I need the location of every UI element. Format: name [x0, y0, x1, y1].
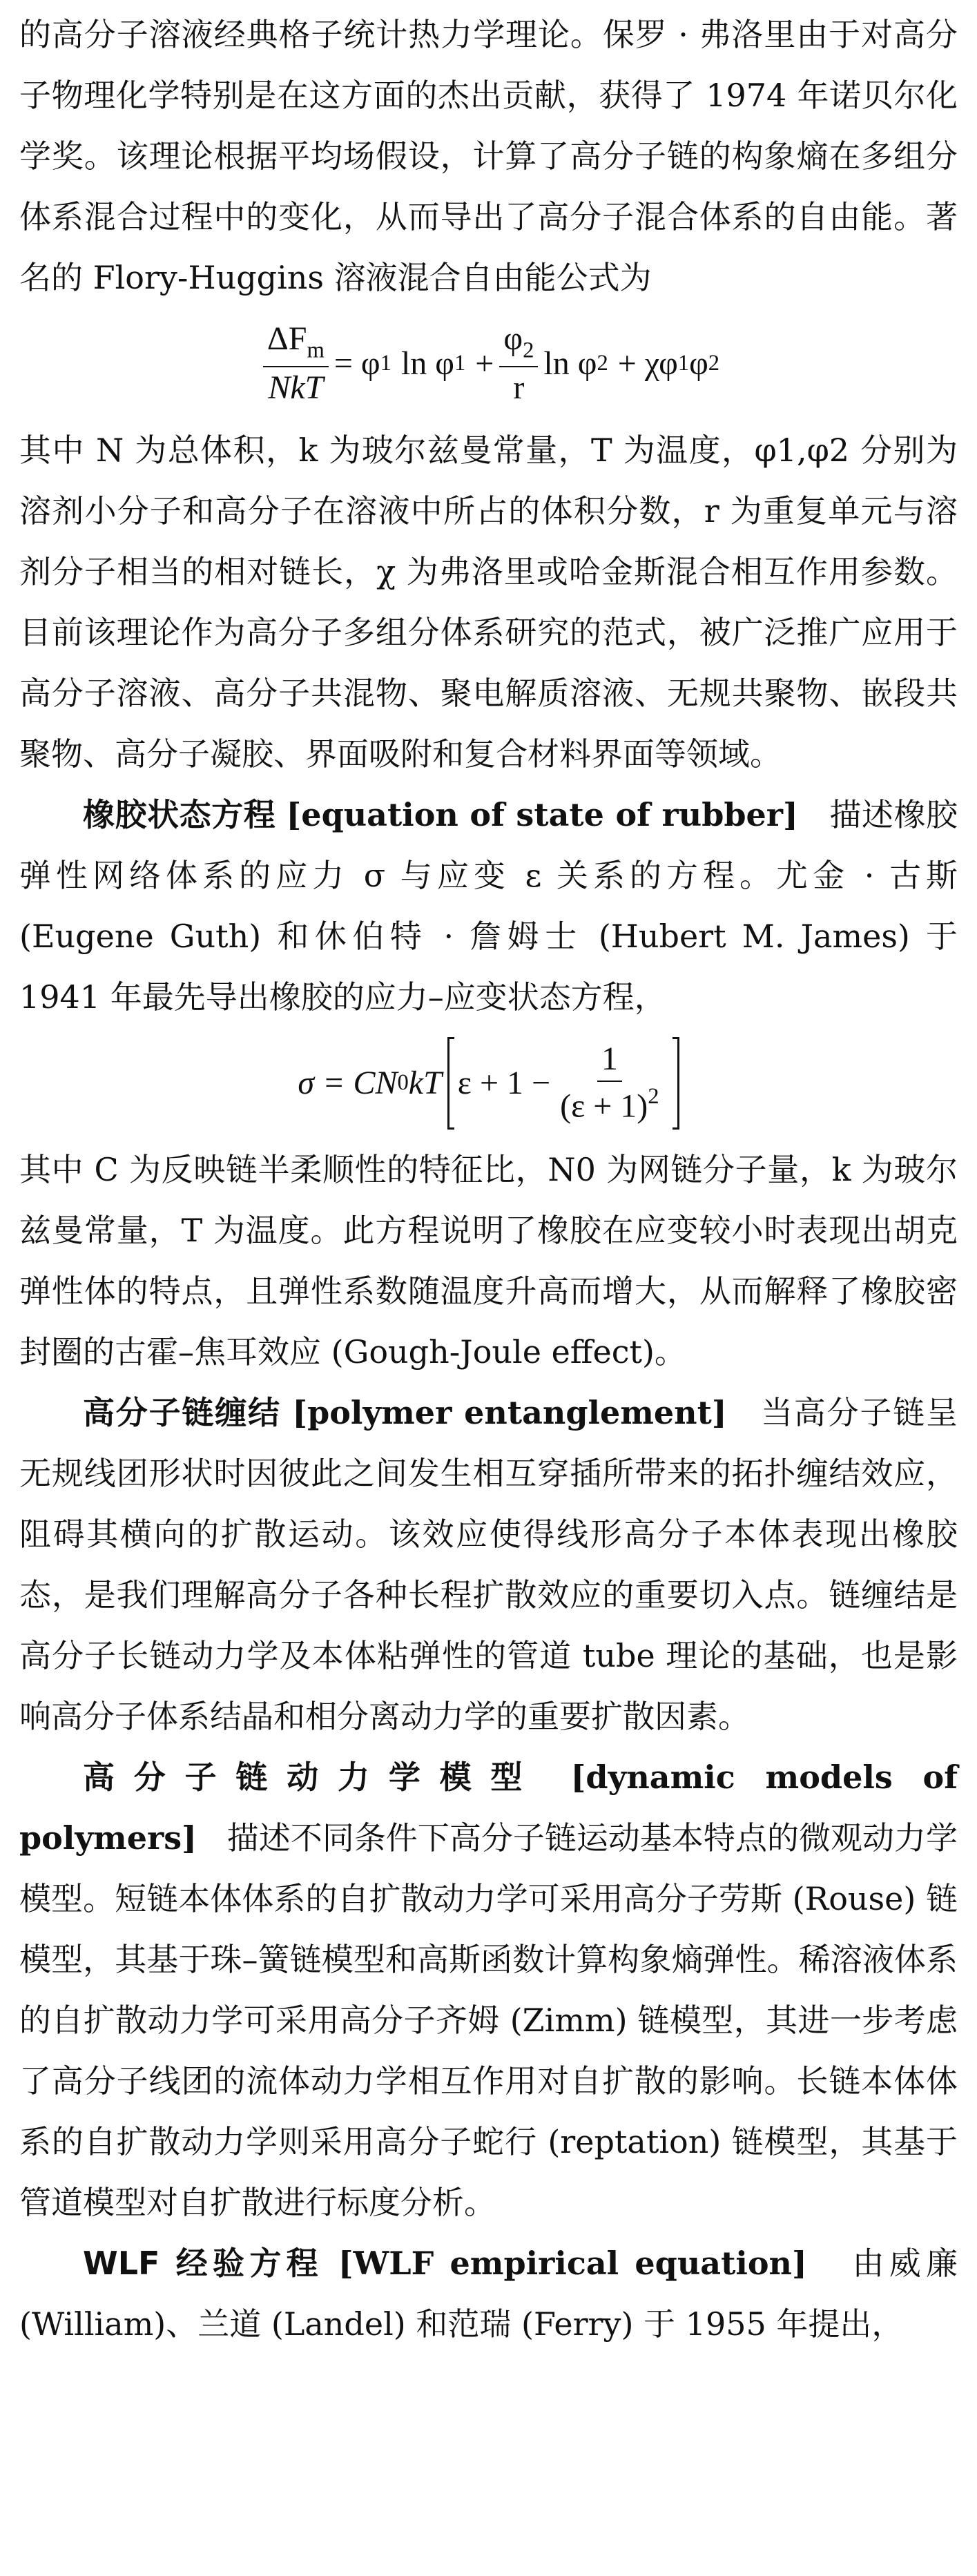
- entry-polymer-entanglement: [19, 1382, 958, 1747]
- equation-rubber-state: σ = CN 0 kT ε + 1 − $\frac{1}{(\varepsilon + 1)^2}$: [19, 1027, 958, 1139]
- eq1-den: NkT: [268, 369, 324, 407]
- paragraph-rubber-state-explanation: 其中 C 为反映链半柔顺性的特征比，N0 为网链分子量，k 为玻尔兹曼常量，T 为温度。此方程说明了橡胶在应变较小时表现出胡克弹性体的特点，且弹性系数随温度升高而增大，从而解释了橡胶密封圈的古霍–焦耳效应 (Gough-Joule effect)。: [19, 1151, 958, 1371]
- entry-term: 橡胶状态方程: [83, 796, 276, 833]
- entry-wlf-equation: [19, 2233, 958, 2354]
- paragraph-flory-huggins-intro: 的高分子溶液经典格子统计热力学理论。保罗 · 弗洛里由于对高分子物理化学特别是在这方面的杰出贡献，获得了 1974 年诺贝尔化学奖。该理论根据平均场假设，计算了高分子链的构象熵在多组分体系混合过程中的变化，从而导出了高分子混合体系的自由能。著名的 Flory-Huggins 溶液混合自由能公式为: [19, 16, 958, 296]
- eq1-num: ΔF: [267, 320, 307, 357]
- entry-term: 高分子链动力学模型: [83, 1759, 542, 1796]
- entry-text: 当高分子链呈无规线团形状时因彼此之间发生相互穿插所带来的拓扑缠结效应，阻碍其横向的扩散运动。该效应使得线形高分子本体表现出橡胶态，是我们理解高分子各种长程扩散效应的重要切入点。链缠结是高分子长链动力学及本体粘弹性的管道 tube 理论的基础，也是影响高分子体系结晶和相分离动力学的重要扩散因素。: [19, 1394, 958, 1735]
- entry-term-english: [dynamic models of polymers]: [19, 1759, 958, 1857]
- entry-rubber-state-equation: [19, 784, 958, 1027]
- paragraph-flory-huggins-explanation: 其中 N 为总体积，k 为玻尔兹曼常量，T 为温度，φ1,φ2 分别为溶剂小分子和高分子在溶液中所占的体积分数，r 为重复单元与溶剂分子相当的相对链长，χ 为弗洛里或哈金斯混合相互作用参数。目前该理论作为高分子多组分体系研究的范式，被广泛推广应用于高分子溶液、高分子共混物、聚电解质溶液、无规共聚物、嵌段共聚物、高分子凝胶、界面吸附和复合材料界面等领域。: [19, 432, 958, 773]
- entry-text: 描述不同条件下高分子链运动基本特点的微观动力学模型。短链本体体系的自扩散动力学可采用高分子劳斯 (Rouse) 链模型，其基于珠–簧链模型和高斯函数计算构象熵弹性。稀溶液体系的自扩散动力学可采用高分子齐姆 (Zimm) 链模型，其进一步考虑了高分子线团的流体动力学相互作用对自扩散的影响。长链本体体系的自扩散动力学则采用高分子蛇行 (reptation) 链模型，其基于管道模型对自扩散进行标度分析。: [19, 1819, 958, 2221]
- entry-text: 描述橡胶弹性网络体系的应力 σ 与应变 ε 关系的方程。尤金 · 古斯 (Eugene Guth) 和休伯特 · 詹姆士 (Hubert M. James) 于 1941 年最先导出橡胶的应力–应变状态方程，: [19, 796, 958, 1016]
- entry-dynamic-models: [19, 1747, 958, 2233]
- equation-flory-huggins: $\frac{\Delta F_m}{\text{NkT}}$ = φ 1 ln φ 1 + $\frac{\varphi_2}{r}$ ln φ 2 + χφ 1 φ 2: [19, 308, 958, 420]
- entry-term-english: [equation of state of rubber]: [286, 796, 798, 833]
- entry-term: WLF 经验方程: [83, 2245, 323, 2282]
- entry-term-english: [polymer entanglement]: [292, 1394, 727, 1431]
- entry-term-english: [WLF empirical equation]: [338, 2245, 807, 2282]
- entry-text: 由威廉 (William)、兰道 (Landel) 和范瑞 (Ferry) 于 1955 年提出，: [19, 2245, 958, 2343]
- entry-term: 高分子链缠结: [83, 1394, 281, 1431]
